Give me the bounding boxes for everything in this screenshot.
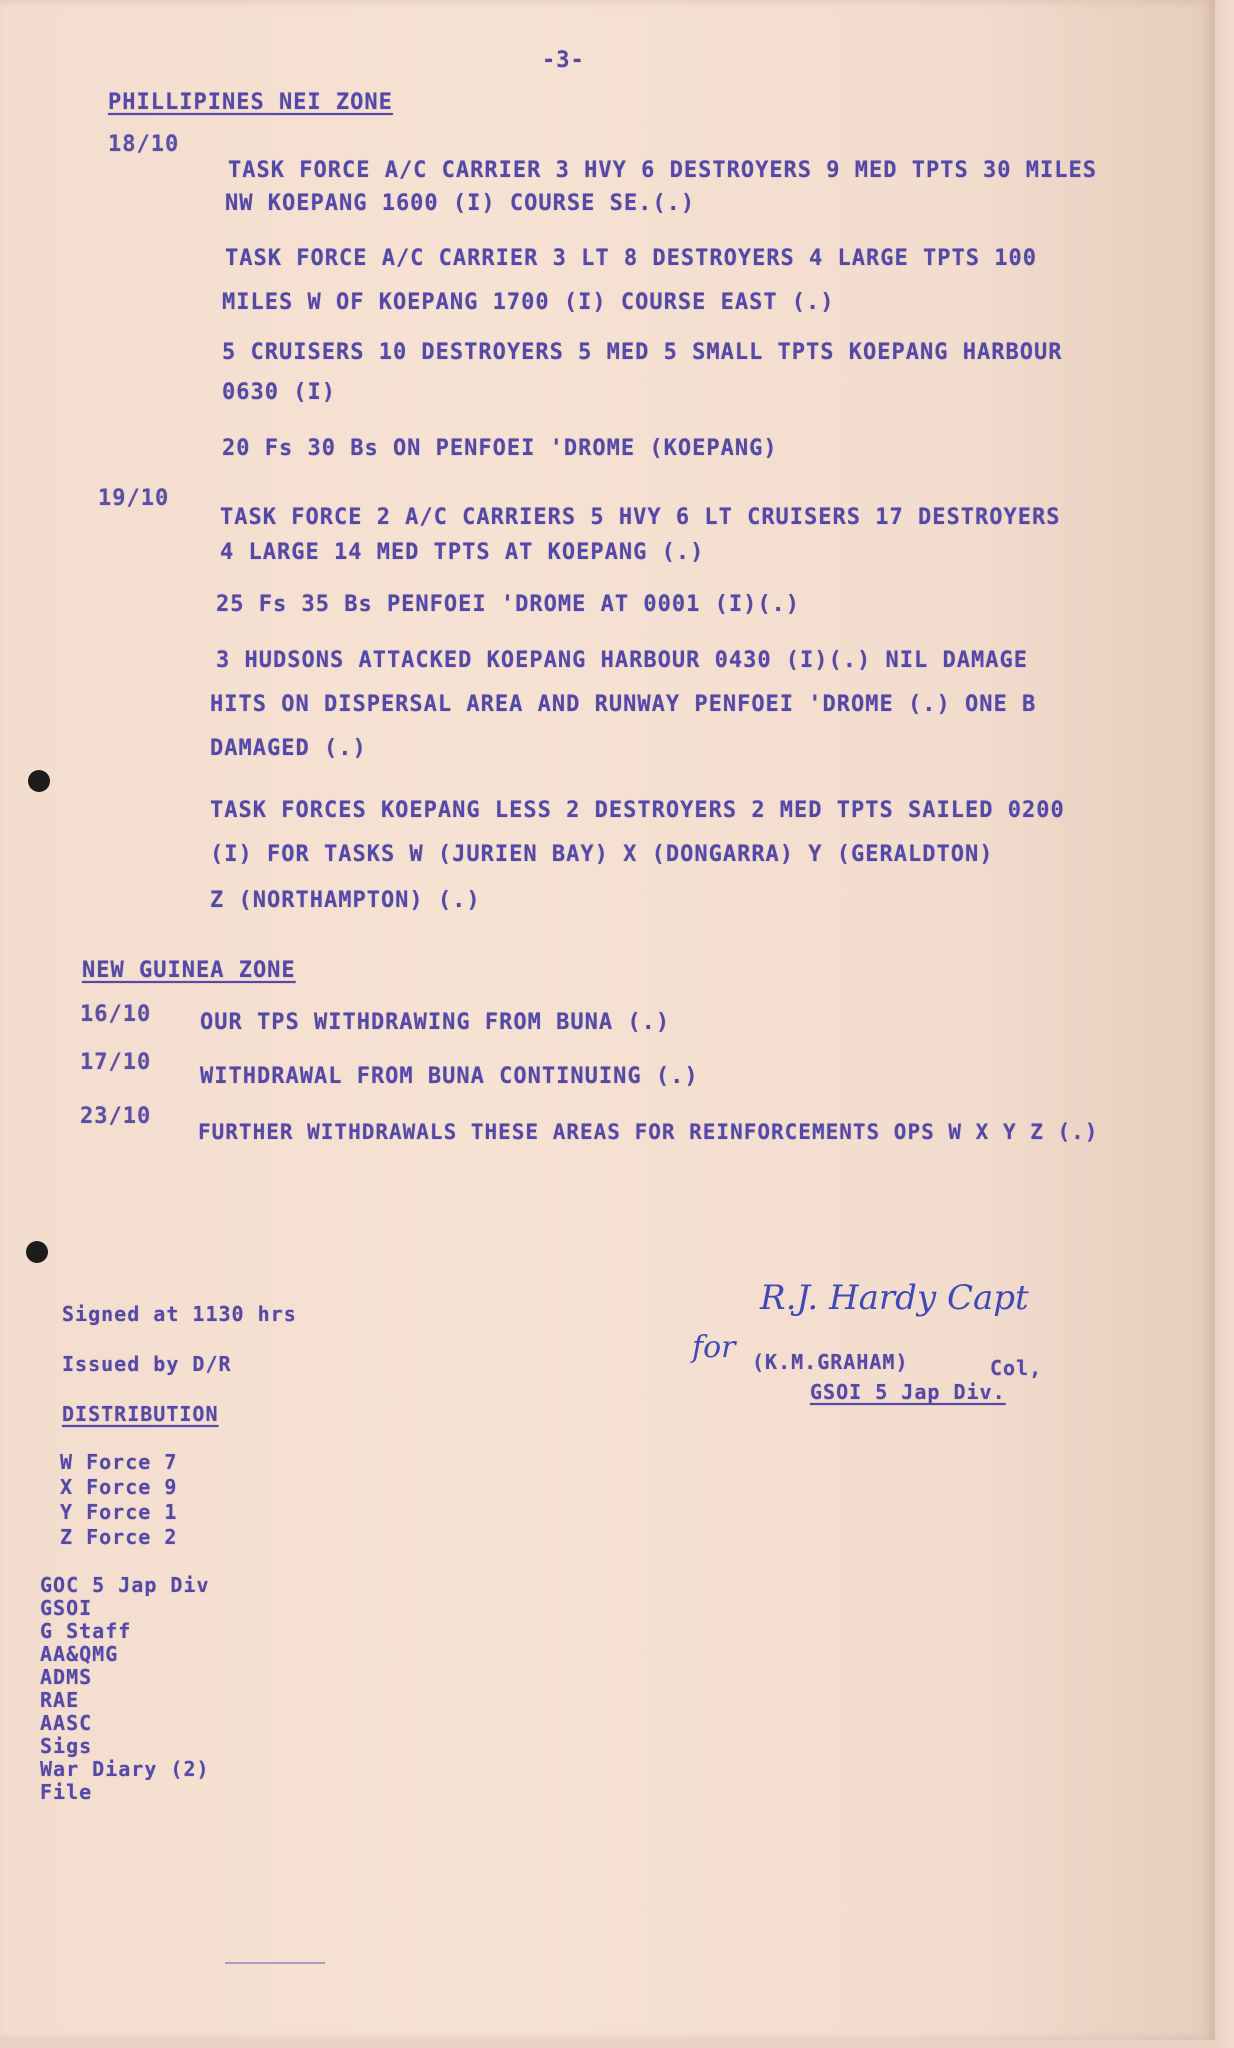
distribution-item: AASC (40, 1711, 93, 1735)
entry-line: WITHDRAWAL FROM BUNA CONTINUING (.) (200, 1064, 699, 1089)
section-heading: NEW GUINEA ZONE (82, 958, 296, 983)
distribution-item: Y Force 1 (60, 1500, 178, 1524)
entry-line: TASK FORCE A/C CARRIER 3 HVY 6 DESTROYERS 9 MED TPTS 30 MILES (228, 158, 1097, 183)
entry-line: HITS ON DISPERSAL AREA AND RUNWAY PENFOEI 'DROME (.) ONE B (210, 692, 1037, 717)
entry-line: NW KOEPANG 1600 (I) COURSE SE.(.) (225, 191, 696, 216)
distribution-item: AA&QMG (40, 1642, 119, 1666)
distribution-item: GSOI (40, 1596, 93, 1620)
signatory-rank: Col, (990, 1356, 1043, 1380)
entry-line: TASK FORCE A/C CARRIER 3 LT 8 DESTROYERS 4 LARGE TPTS 100 (225, 246, 1037, 271)
entry-date: 18/10 (108, 132, 180, 157)
entry-date: 16/10 (80, 1002, 152, 1027)
distribution-item: War Diary (2) (40, 1757, 210, 1781)
signatory-post: GSOI 5 Jap Div. (810, 1380, 1006, 1404)
entry-line: TASK FORCES KOEPANG LESS 2 DESTROYERS 2 MED TPTS SAILED 0200 (210, 798, 1065, 823)
distribution-item: GOC 5 Jap Div (40, 1573, 210, 1597)
entry-line: MILES W OF KOEPANG 1700 (I) COURSE EAST (.) (222, 290, 835, 315)
entry-line: Z (NORTHAMPTON) (.) (210, 888, 481, 913)
signed-at: Signed at 1130 hrs (62, 1302, 297, 1326)
entry-date: 19/10 (98, 486, 170, 511)
entry-line: 5 CRUISERS 10 DESTROYERS 5 MED 5 SMALL TPTS KOEPANG HARBOUR (222, 340, 1063, 365)
entry-line: 4 LARGE 14 MED TPTS AT KOEPANG (.) (220, 540, 705, 565)
page-edge (1215, 0, 1234, 2048)
entry-line: OUR TPS WITHDRAWING FROM BUNA (.) (200, 1010, 671, 1035)
handwritten-initial: for (692, 1330, 736, 1365)
entry-line: 3 HUDSONS ATTACKED KOEPANG HARBOUR 0430 (I)(.) NIL DAMAGE (216, 648, 1028, 673)
distribution-item: G Staff (40, 1619, 132, 1643)
entry-date: 23/10 (80, 1104, 152, 1129)
entry-line: TASK FORCE 2 A/C CARRIERS 5 HVY 6 LT CRUISERS 17 DESTROYERS (220, 505, 1061, 530)
distribution-item: X Force 9 (60, 1475, 178, 1499)
distribution-staff (40, 1574, 210, 1804)
distribution-forces (60, 1450, 177, 1550)
distribution-item: W Force 7 (60, 1450, 178, 1474)
distribution-item: RAE (40, 1688, 80, 1712)
entry-line: 0630 (I) (222, 380, 336, 405)
distribution-item: ADMS (40, 1665, 93, 1689)
entry-line: 20 Fs 30 Bs ON PENFOEI 'DROME (KOEPANG) (222, 436, 778, 461)
page-number: -3- (542, 48, 585, 73)
handwritten-signature: R.J. Hardy Capt (760, 1278, 1029, 1318)
entry-line: 25 Fs 35 Bs PENFOEI 'DROME AT 0001 (I)(.) (216, 592, 801, 617)
section-heading: PHILLIPINES NEI ZONE (108, 90, 393, 115)
punch-hole (28, 770, 50, 792)
distribution-item: Sigs (40, 1734, 93, 1758)
distribution-item: File (40, 1780, 93, 1804)
punch-hole (26, 1241, 48, 1263)
distribution-heading: DISTRIBUTION (62, 1402, 219, 1426)
entry-date: 17/10 (80, 1050, 152, 1075)
divider (225, 1962, 325, 1964)
entry-line: DAMAGED (.) (210, 736, 367, 761)
signatory-name: (K.M.GRAHAM) (752, 1350, 909, 1374)
entry-line: FURTHER WITHDRAWALS THESE AREAS FOR REINFORCEMENTS OPS W X Y Z (.) (198, 1120, 1099, 1144)
distribution-item: Z Force 2 (60, 1525, 178, 1549)
entry-line: (I) FOR TASKS W (JURIEN BAY) X (DONGARRA) Y (GERALDTON) (210, 842, 994, 867)
issued-by: Issued by D/R (62, 1352, 232, 1376)
